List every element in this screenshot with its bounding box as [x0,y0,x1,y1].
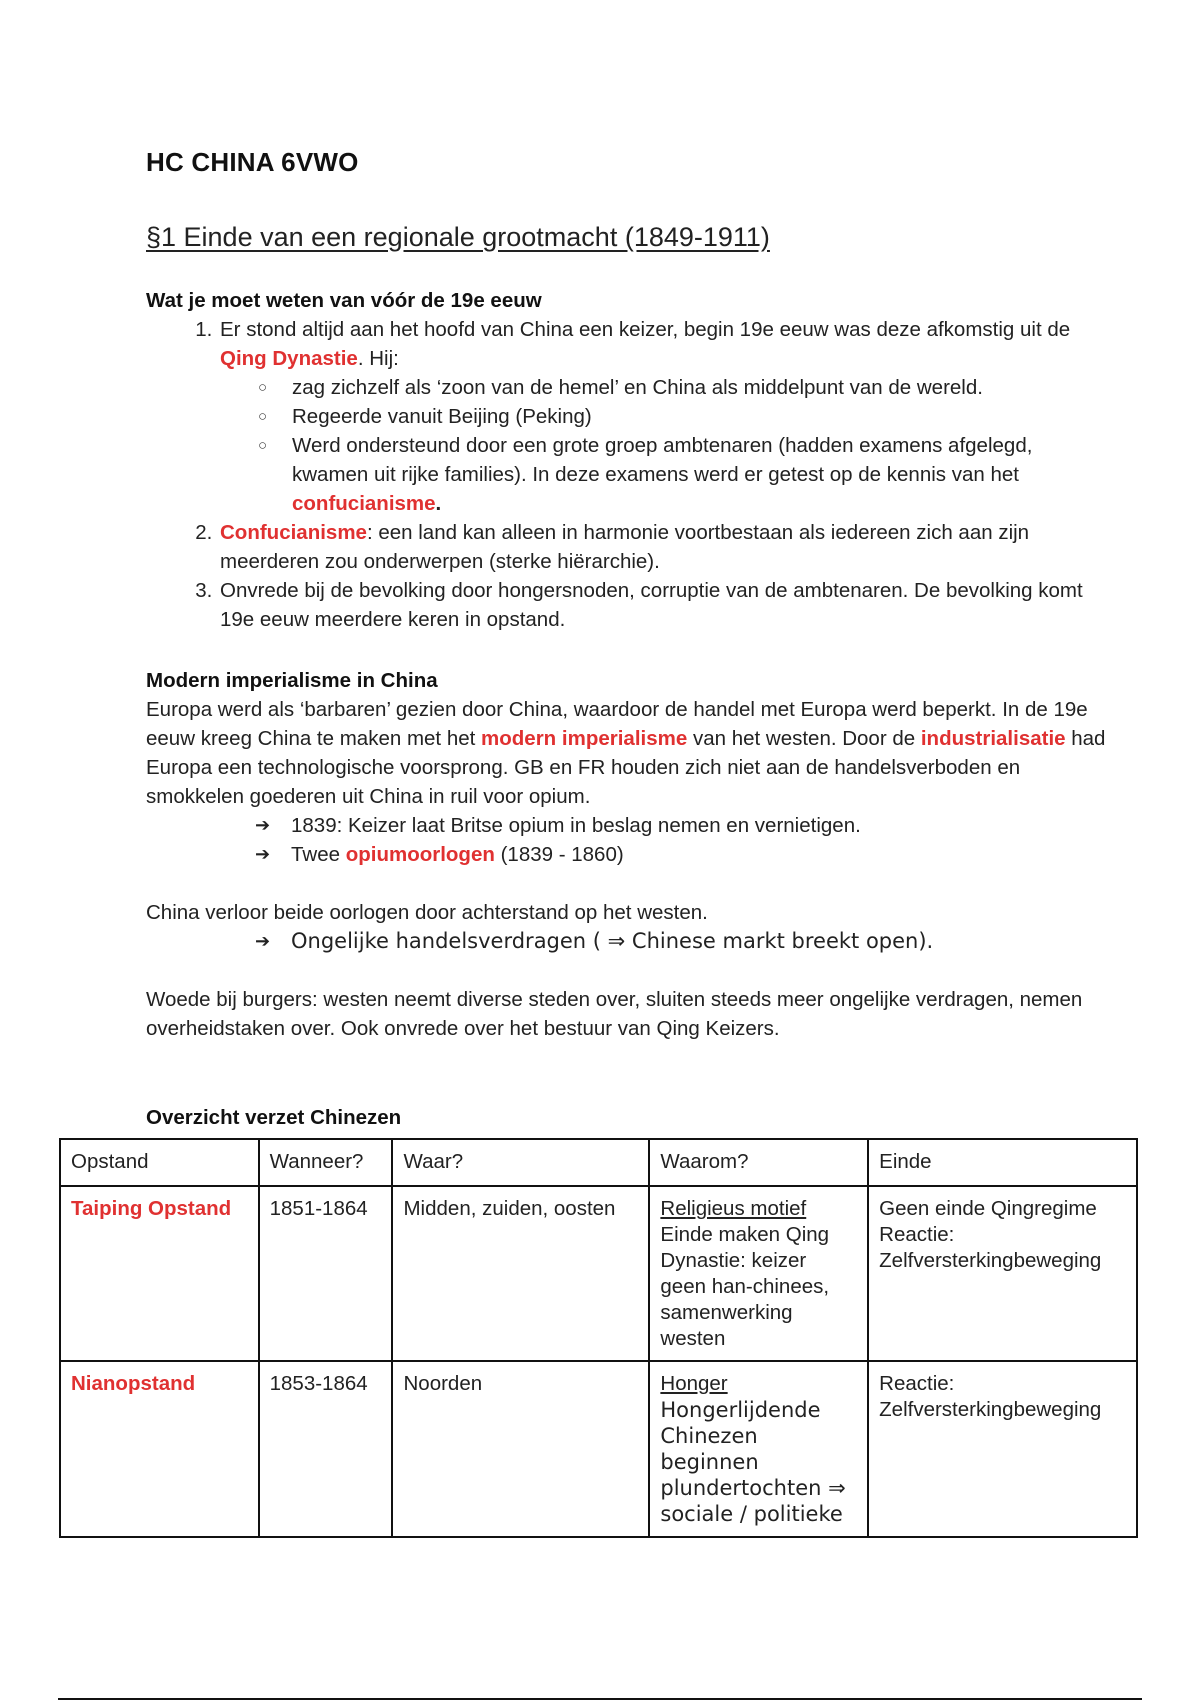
imperialism-section [146,666,1106,1043]
imperialism-heading: Modern imperialisme in China [146,669,438,692]
reason-heading: Religieus motief [660,1197,807,1220]
uprising-reason [649,1186,868,1361]
highlight-term: modern imperialisme [481,727,688,750]
sub-list-text: . [435,492,442,515]
arrow-item-text: (1839 - 1860) [494,843,624,866]
column-header: Waarom? [649,1139,868,1186]
sub-list [220,373,1106,518]
highlight-term: opiumoorlogen [345,843,495,866]
paragraph-text: Europa werd als ‘barbaren’ gezien door China, waardoor de handel met Europa werd beperkt. In de 19e eeuw kreeg China te maken met het [146,698,1088,750]
arrow-list [146,927,1106,956]
arrow-list [146,811,1106,869]
section-title: §1 Einde van een regionale grootmacht (1849-1911) [146,222,770,252]
uprising-name: Taiping Opstand [60,1186,259,1361]
before-19th-heading: Wat je moet weten van vóór de 19e eeuw [146,289,542,312]
lost-wars-text: China verloor beide oorlogen door achterstand op het westen. [146,901,708,924]
table-header-row [60,1139,1137,1186]
list-item-text: . Hij: [357,347,399,370]
arrow-item [255,927,1106,956]
arrow-icon: ➔ [255,844,271,864]
uprising-end: Geen einde Qingregime Reactie: Zelfversterkingbeweging [868,1186,1137,1361]
uprising-reason [649,1361,868,1537]
highlight-term: confucianisme [292,492,436,515]
arrow-icon: ➔ [255,815,271,835]
sub-list-item: ○ zag zichzelf als ‘zoon van de hemel’ en China als middelpunt van de wereld. [292,373,1106,402]
arrow-icon: ➔ [255,931,271,951]
list-item-text: Er stond altijd aan het hoofd van China een keizer, begin 19e eeuw was deze afkomstig uit de [220,318,1071,341]
uprising-location: Noorden [392,1361,649,1537]
arrow-item-text: Ongelijke handelsverdragen ( ⇒ Chinese markt breekt open). [291,929,934,953]
resistance-overview-table [59,1138,1138,1538]
arrow-item-text: Twee [291,843,346,866]
uprising-end: Reactie: Zelfversterkingbeweging [868,1361,1137,1537]
document-title: HC CHINA 6VWO [146,147,359,177]
reason-text: Hongerlijdende Chinezen beginnen plundertochten ⇒ sociale / politieke [660,1398,846,1526]
uprising-period: 1853-1864 [259,1361,393,1537]
arrow-item-text: 1839: Keizer laat Britse opium in beslag nemen en vernietigen. [291,814,861,837]
highlight-term: industrialisatie [920,727,1066,750]
table-row [60,1361,1137,1537]
uprising-period: 1851-1864 [259,1186,393,1361]
paragraph-text: had Europa een technologische voorsprong. GB en FR houden zich niet aan de handelsverboden en smokkelen goederen uit China in ruil voor opium. [146,727,1106,808]
highlight-term: Confucianisme [220,521,367,544]
list-item-text: : een land kan alleen in harmonie voortbestaan als iedereen zich aan zijn meerderen zou onderwerpen (sterke hiërarchie). [220,521,1030,573]
imperialism-paragraph [146,695,1106,811]
highlight-term: Qing Dynastie [220,347,358,370]
paragraph-text: van het westen. Door de [687,727,921,750]
anger-paragraph: Woede bij burgers: westen neemt diverse steden over, sluiten steeds meer ongelijke verdragen, nemen overheidstaken over. Ook onvrede over het bestuur van Qing Keizers. [146,988,1083,1040]
sub-list-item: ○ Regeerde vanuit Beijing (Peking) [292,402,1106,431]
reason-heading: Honger [660,1372,728,1395]
uprising-name: Nianopstand [60,1361,259,1537]
before-19th-list [146,315,1106,634]
column-header: Waar? [392,1139,649,1186]
table-row [60,1186,1137,1361]
column-header: Wanneer? [259,1139,393,1186]
list-item: 3. Onvrede bij de bevolking door hongersnoden, corruptie van de ambtenaren. De bevolking komt 19e eeuw meerdere keren in opstand. [218,576,1106,634]
column-header: Einde [868,1139,1137,1186]
sub-list-item [292,431,1106,518]
overview-heading: Overzicht verzet Chinezen [146,1106,402,1129]
list-item [218,315,1106,518]
reason-text: Einde maken Qing Dynastie: keizer geen han-chinees, samenwerking westen [660,1223,830,1350]
uprising-location: Midden, zuiden, oosten [392,1186,649,1361]
arrow-item [255,840,1106,869]
sub-list-text: Werd ondersteund door een grote groep ambtenaren (hadden examens afgelegd, kwamen uit rijke families). In deze examens werd er getest op de kennis van het [292,434,1033,486]
before-19th-century-section [146,286,1106,634]
list-item [218,518,1106,576]
column-header: Opstand [60,1139,259,1186]
arrow-item [255,811,1106,840]
